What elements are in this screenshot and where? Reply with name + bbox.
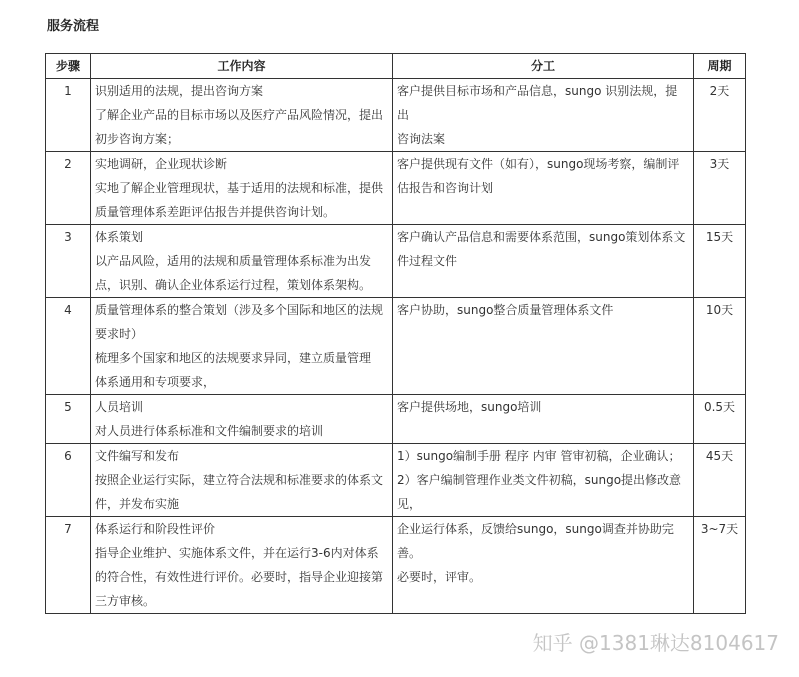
division-line: 客户提供现有文件（如有），sungo现场考察，编制评 xyxy=(397,157,680,171)
work-content-cell xyxy=(91,517,393,614)
division-cell xyxy=(393,517,694,614)
work-content-line: 实地了解企业管理现状，基于适用的法规和标准，提供 xyxy=(95,181,384,195)
step-number: 6 xyxy=(46,444,91,517)
period-cell: 0.5天 xyxy=(694,395,746,444)
work-content-line: 人员培训 xyxy=(95,400,144,414)
step-number: 4 xyxy=(46,298,91,395)
division-line: 见， xyxy=(397,497,422,511)
service-process-table xyxy=(45,53,746,614)
step-number: 2 xyxy=(46,152,91,225)
step-number: 7 xyxy=(46,517,91,614)
work-content-cell xyxy=(91,395,393,444)
table-header-row xyxy=(46,54,746,79)
step-number: 3 xyxy=(46,225,91,298)
work-content-line: 实地调研，企业现状诊断 xyxy=(95,157,228,171)
work-content-line: 点，识别、确认企业体系运行过程，策划体系架构。 xyxy=(95,278,372,292)
header-step: 步骤 xyxy=(46,54,91,79)
period-cell: 10天 xyxy=(694,298,746,395)
table-body xyxy=(46,79,746,614)
period-cell: 2天 xyxy=(694,79,746,152)
work-content-line: 按照企业运行实际，建立符合法规和标准要求的体系文 xyxy=(95,473,384,487)
work-content-line: 体系通用和专项要求， xyxy=(95,375,216,389)
division-line: 必要时，评审。 xyxy=(397,570,482,584)
work-content-line: 件，并发布实施 xyxy=(95,497,180,511)
division-line: 客户提供场地，sungo培训 xyxy=(397,400,542,414)
work-content-line: 初步咨询方案； xyxy=(95,132,180,146)
period-cell: 45天 xyxy=(694,444,746,517)
work-content-line: 对人员进行体系标准和文件编制要求的培训 xyxy=(95,424,324,438)
work-content-cell xyxy=(91,444,393,517)
step-number: 1 xyxy=(46,79,91,152)
work-content-line: 质量管理体系的整合策划（涉及多个国际和地区的法规 xyxy=(95,303,384,317)
table-row xyxy=(46,517,746,614)
header-content: 工作内容 xyxy=(91,54,393,79)
work-content-line: 体系运行和阶段性评价 xyxy=(95,522,216,536)
table-row xyxy=(46,225,746,298)
division-line: 客户协助，sungo整合质量管理体系文件 xyxy=(397,303,614,317)
division-line: 善。 xyxy=(397,546,422,560)
period-cell: 15天 xyxy=(694,225,746,298)
division-cell xyxy=(393,225,694,298)
division-line: 1）sungo编制手册 程序 内审 管审初稿，企业确认； xyxy=(397,449,681,463)
work-content-line: 三方审核。 xyxy=(95,594,156,608)
period-cell: 3~7天 xyxy=(694,517,746,614)
work-content-line: 以产品风险，适用的法规和质量管理体系标准为出发 xyxy=(95,254,372,268)
division-cell xyxy=(393,79,694,152)
division-line: 咨询法案 xyxy=(397,132,446,146)
division-line: 估报告和咨询计划 xyxy=(397,181,494,195)
division-cell xyxy=(393,395,694,444)
work-content-line: 指导企业维护、实施体系文件，并在运行3-6内对体系 xyxy=(95,546,379,560)
division-line: 客户确认产品信息和需要体系范围，sungo策划体系文 xyxy=(397,230,686,244)
table-row xyxy=(46,298,746,395)
step-number: 5 xyxy=(46,395,91,444)
division-line: 企业运行体系，反馈给sungo，sungo调查并协助完 xyxy=(397,522,674,536)
work-content-line: 了解企业产品的目标市场以及医疗产品风险情况，提出 xyxy=(95,108,384,122)
division-line: 客户提供目标市场和产品信息，sungo 识别法规，提出 xyxy=(397,84,678,122)
work-content-line: 质量管理体系差距评估报告并提供咨询计划。 xyxy=(95,205,336,219)
work-content-cell xyxy=(91,152,393,225)
division-line: 件过程文件 xyxy=(397,254,458,268)
work-content-cell xyxy=(91,79,393,152)
work-content-line: 体系策划 xyxy=(95,230,144,244)
work-content-line: 的符合性，有效性进行评价。必要时，指导企业迎接第 xyxy=(95,570,384,584)
table-row xyxy=(46,395,746,444)
table-row xyxy=(46,79,746,152)
table-row xyxy=(46,444,746,517)
division-cell xyxy=(393,444,694,517)
work-content-line: 要求时） xyxy=(95,327,144,341)
period-cell: 3天 xyxy=(694,152,746,225)
watermark: 知乎 @1381琳达8104617 xyxy=(532,631,779,655)
page-title: 服务流程 xyxy=(47,19,100,34)
work-content-cell xyxy=(91,225,393,298)
work-content-line: 文件编写和发布 xyxy=(95,449,180,463)
work-content-cell xyxy=(91,298,393,395)
header-division: 分工 xyxy=(393,54,694,79)
division-cell xyxy=(393,152,694,225)
division-line: 2）客户编制管理作业类文件初稿，sungo提出修改意 xyxy=(397,473,682,487)
header-period: 周期 xyxy=(694,54,746,79)
work-content-line: 梳理多个国家和地区的法规要求异同，建立质量管理 xyxy=(95,351,372,365)
division-cell xyxy=(393,298,694,395)
work-content-line: 识别适用的法规，提出咨询方案 xyxy=(95,84,264,98)
table-row xyxy=(46,152,746,225)
